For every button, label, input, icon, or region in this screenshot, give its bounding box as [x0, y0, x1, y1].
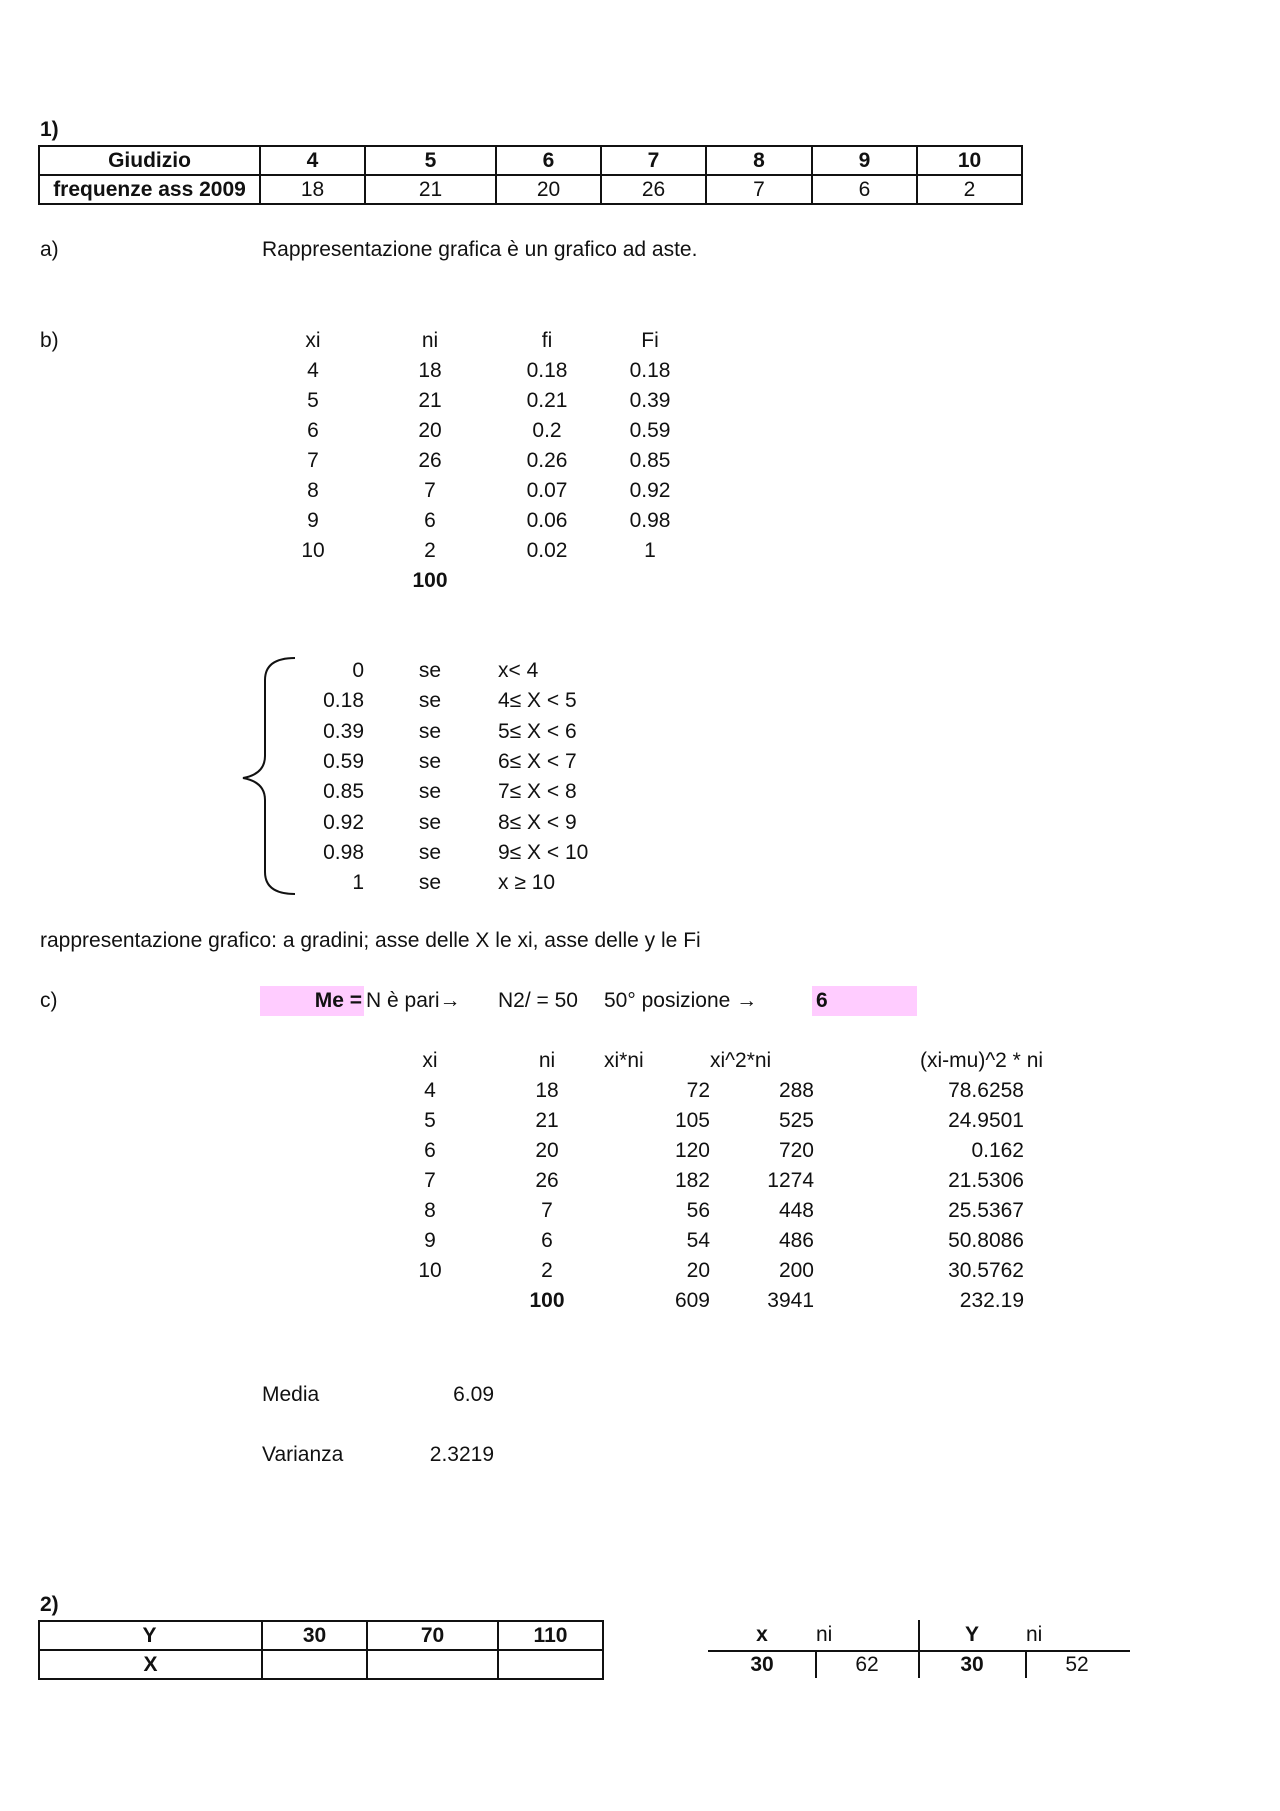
- cdf-connector: se: [418, 871, 442, 894]
- column-header: xi^2*ni: [710, 1049, 772, 1072]
- table-cell: 20: [686, 1259, 710, 1282]
- table-cell: 486: [778, 1229, 814, 1252]
- table-cell: 20: [418, 419, 442, 442]
- frequency-table-header-row: [39, 146, 1022, 175]
- marginal-x-header: x: [756, 1623, 768, 1646]
- mean-value: 6.09: [453, 1383, 494, 1406]
- joint-empty-cell: [262, 1650, 367, 1679]
- column-header: ni: [538, 1049, 556, 1072]
- table-cell: 78.6258: [948, 1079, 1024, 1102]
- table-cell: 7: [424, 479, 436, 502]
- table-cell: 20: [496, 175, 601, 204]
- cdf-connector: se: [418, 689, 442, 712]
- table-cell: 7: [706, 175, 812, 204]
- table-cell: 0.162: [971, 1139, 1024, 1162]
- column-header: ni: [421, 329, 439, 352]
- table-cell: 525: [778, 1109, 814, 1132]
- table-cell: 0.92: [629, 479, 671, 502]
- cdf-value: 0.85: [323, 780, 364, 803]
- column-header: (xi-mu)^2 * ni: [920, 1049, 1044, 1072]
- table-cell: 9: [307, 509, 319, 532]
- table-cell: 0.02: [526, 539, 568, 562]
- total-cell: 100: [529, 1289, 565, 1312]
- joint-empty-cell: [367, 1650, 498, 1679]
- table-cell: 2: [917, 175, 1022, 204]
- table-cell: 6: [424, 1139, 436, 1162]
- total-cell: 232.19: [959, 1289, 1024, 1312]
- table-header-cell: 7: [601, 146, 706, 175]
- table-cell: 26: [418, 449, 442, 472]
- cdf-interval: 8≤ X < 9: [498, 811, 577, 834]
- total-cell: 3941: [767, 1289, 814, 1312]
- table-cell: 50.8086: [948, 1229, 1024, 1252]
- table-cell: 18: [418, 359, 442, 382]
- table-header-cell: 9: [812, 146, 917, 175]
- cdf-value: 0.59: [323, 750, 364, 773]
- table-cell: 0.85: [629, 449, 671, 472]
- joint-empty-cell: [498, 1650, 603, 1679]
- cdf-interval: 9≤ X < 10: [498, 841, 589, 864]
- table-cell: 2: [424, 539, 436, 562]
- table-header-cell: 10: [917, 146, 1022, 175]
- table-cell: 0.98: [629, 509, 671, 532]
- marginal-y-header: Y: [964, 1623, 979, 1646]
- median-parity-text: N è pari→: [366, 989, 461, 1012]
- table-cell: 8: [307, 479, 319, 502]
- part-a-text: Rappresentazione grafica è un grafico ad aste.: [262, 238, 698, 261]
- column-header: xi: [422, 1049, 438, 1072]
- cdf-interval: 7≤ X < 8: [498, 780, 577, 803]
- median-value: 6: [816, 989, 828, 1012]
- median-position-text: 50° posizione →: [604, 989, 758, 1012]
- cdf-interval: 4≤ X < 5: [498, 689, 577, 712]
- table-cell: 9: [424, 1229, 436, 1252]
- marginal-x-frequency: 62: [855, 1653, 879, 1676]
- table-cell: 24.9501: [948, 1109, 1024, 1132]
- column-header: fi: [541, 329, 553, 352]
- part-c-label: c): [40, 989, 58, 1012]
- table-cell: 448: [778, 1199, 814, 1222]
- table-cell: 0.18: [526, 359, 568, 382]
- table-cell: 0.39: [629, 389, 671, 412]
- variance-value: 2.3219: [429, 1443, 494, 1466]
- total-cell: 100: [412, 569, 448, 592]
- cdf-value: 0.92: [323, 811, 364, 834]
- median-label: Me =: [314, 989, 362, 1012]
- table-cell: 7: [541, 1199, 553, 1222]
- cdf-connector: se: [418, 720, 442, 743]
- cdf-value: 0.18: [323, 689, 364, 712]
- cdf-interval: 6≤ X < 7: [498, 750, 577, 773]
- table-cell: 5: [424, 1109, 436, 1132]
- table-cell: 26: [601, 175, 706, 204]
- table-cell: 26: [535, 1169, 559, 1192]
- marginal-x-value: 30: [750, 1653, 774, 1676]
- marginal-x-ni-header: ni: [816, 1623, 833, 1646]
- table-cell: 0.59: [629, 419, 671, 442]
- table-cell: 8: [424, 1199, 436, 1222]
- table-cell: 0.18: [629, 359, 671, 382]
- cdf-value: 0.39: [323, 720, 364, 743]
- table-cell: 182: [674, 1169, 710, 1192]
- table-cell: 6: [424, 509, 436, 532]
- table-cell: 56: [686, 1199, 710, 1222]
- table-cell: 720: [778, 1139, 814, 1162]
- table-cell: 7: [307, 449, 319, 472]
- cdf-connector: se: [418, 659, 442, 682]
- marginal-y-frequency: 52: [1065, 1653, 1089, 1676]
- column-header: xi: [305, 329, 321, 352]
- table-cell: 0.2: [532, 419, 562, 442]
- table-header-cell: 4: [260, 146, 365, 175]
- cdf-interval: x ≥ 10: [498, 871, 556, 894]
- part-a-label: a): [40, 238, 59, 261]
- column-header: Fi: [641, 329, 659, 352]
- table-cell: 21.5306: [948, 1169, 1024, 1192]
- part-b-label: b): [40, 329, 59, 352]
- cdf-value: 0: [352, 659, 364, 682]
- joint-table-x-row: [39, 1650, 603, 1679]
- table-cell: 4: [424, 1079, 436, 1102]
- table-cell: 200: [778, 1259, 814, 1282]
- table-cell: 5: [307, 389, 319, 412]
- table-cell: 18: [535, 1079, 559, 1102]
- joint-table-header-row: [39, 1621, 603, 1650]
- cdf-value: 0.98: [323, 841, 364, 864]
- table-cell: 2: [541, 1259, 553, 1282]
- table-cell: 6: [541, 1229, 553, 1252]
- y-value-cell: 30: [262, 1621, 367, 1650]
- table-cell: 6: [307, 419, 319, 442]
- cdf-connector: se: [418, 811, 442, 834]
- table-cell: 6: [812, 175, 917, 204]
- table-cell: 10: [418, 1259, 442, 1282]
- y-value-cell: 110: [498, 1621, 603, 1650]
- table-cell: 0.21: [526, 389, 568, 412]
- exercise-1-label: 1): [40, 118, 59, 141]
- table-cell: 0.26: [526, 449, 568, 472]
- step-chart-note: rappresentazione grafico: a gradini; asse delle X le xi, asse delle y le Fi: [40, 929, 701, 952]
- frequency-table: [38, 145, 1023, 205]
- table-cell: 18: [260, 175, 365, 204]
- table-cell: 21: [365, 175, 496, 204]
- cdf-interval: 5≤ X < 6: [498, 720, 577, 743]
- table-header-cell: 8: [706, 146, 812, 175]
- joint-distribution-table: [38, 1620, 604, 1680]
- column-header: xi*ni: [604, 1049, 644, 1072]
- y-axis-label: Y: [39, 1621, 262, 1650]
- table-cell: 54: [686, 1229, 710, 1252]
- total-cell: 609: [674, 1289, 710, 1312]
- variance-label: Varianza: [262, 1443, 344, 1466]
- exercise-2-label: 2): [40, 1593, 59, 1616]
- table-cell: 7: [424, 1169, 436, 1192]
- marginal-y-ni-header: ni: [1026, 1623, 1043, 1646]
- median-half-text: N2/ = 50: [498, 989, 578, 1012]
- marginal-x-divider: [708, 1650, 918, 1652]
- table-cell: 25.5367: [948, 1199, 1024, 1222]
- x-axis-label: X: [39, 1650, 262, 1679]
- table-header-cell: 6: [496, 146, 601, 175]
- table-cell: 21: [535, 1109, 559, 1132]
- table-cell: 4: [307, 359, 319, 382]
- table-cell: 1: [644, 539, 656, 562]
- table-header-label: Giudizio: [39, 146, 260, 175]
- marginal-y-value: 30: [960, 1653, 984, 1676]
- table-cell: 105: [674, 1109, 710, 1132]
- cdf-connector: se: [418, 841, 442, 864]
- cdf-value: 1: [352, 871, 364, 894]
- table-cell: 21: [418, 389, 442, 412]
- table-header-cell: 5: [365, 146, 496, 175]
- median-value-highlight: [812, 986, 917, 1016]
- table-cell: 288: [778, 1079, 814, 1102]
- mean-label: Media: [262, 1383, 320, 1406]
- table-cell: 10: [301, 539, 325, 562]
- cdf-interval: x< 4: [498, 659, 539, 682]
- table-cell: 30.5762: [948, 1259, 1024, 1282]
- cdf-connector: se: [418, 750, 442, 773]
- table-cell: 72: [686, 1079, 710, 1102]
- table-cell: 0.07: [526, 479, 568, 502]
- frequency-table-value-row: [39, 175, 1022, 204]
- table-cell: 20: [535, 1139, 559, 1162]
- cdf-connector: se: [418, 780, 442, 803]
- table-cell: 120: [674, 1139, 710, 1162]
- table-row-label: frequenze ass 2009: [39, 175, 260, 204]
- table-cell: 1274: [767, 1169, 814, 1192]
- table-cell: 0.06: [526, 509, 568, 532]
- y-value-cell: 70: [367, 1621, 498, 1650]
